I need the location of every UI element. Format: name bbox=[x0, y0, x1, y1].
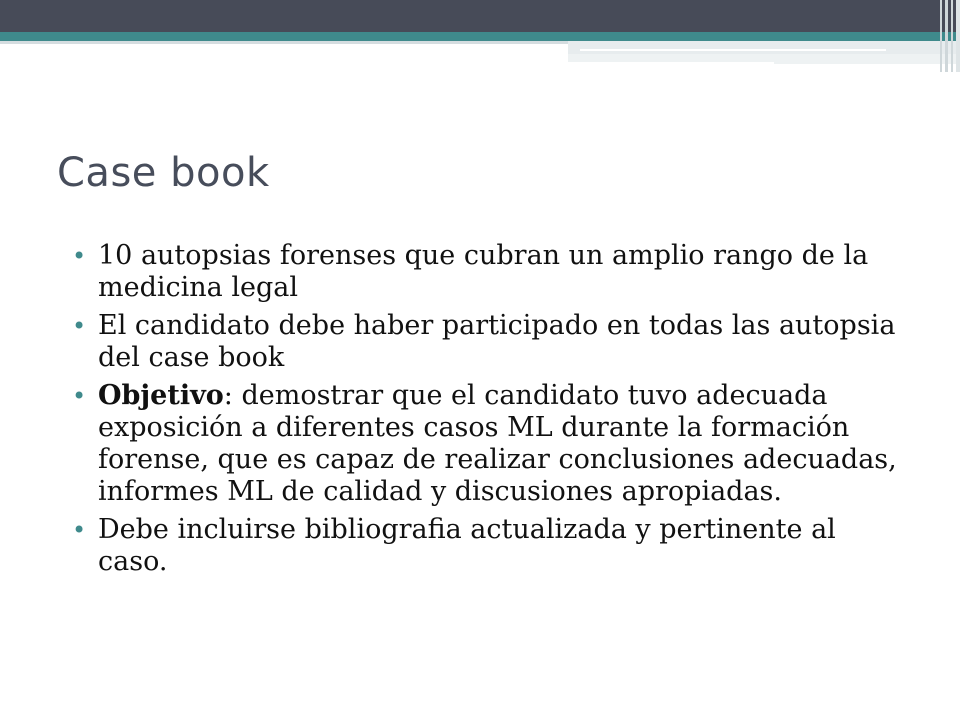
bullet-text: 10 autopsias forenses que cubran un amplio rango de la medicina legal bbox=[98, 240, 869, 303]
bullet-text: Debe incluirse bibliografia actualizada y pertinente al caso. bbox=[98, 514, 836, 577]
bullet-item bbox=[72, 514, 902, 578]
header-divider-line-lower bbox=[568, 62, 774, 64]
vertical-stripe bbox=[945, 0, 948, 72]
bullet-text: El candidato debe haber participado en todas las autopsia del case book bbox=[98, 310, 896, 373]
header-divider-line bbox=[580, 49, 886, 51]
header-band-step bbox=[568, 41, 960, 54]
bullet-item bbox=[72, 380, 902, 508]
vertical-stripe bbox=[951, 0, 953, 72]
bullet-icon: • bbox=[72, 382, 87, 410]
bullet-icon: • bbox=[72, 242, 87, 270]
bullet-icon: • bbox=[72, 312, 87, 340]
bullet-icon: • bbox=[72, 516, 87, 544]
header-band-dark bbox=[0, 0, 960, 32]
vertical-stripe bbox=[956, 0, 960, 72]
bullet-item bbox=[72, 240, 902, 304]
header-vertical-stripes bbox=[932, 0, 960, 72]
bullet-item bbox=[72, 310, 902, 374]
bullet-text: : demostrar que el candidato tuvo adecuada exposición a diferentes casos ML durante la formación forense, que es capaz de realizar conclusiones adecuadas, informes ML de calidad y discusiones apropiadas. bbox=[98, 380, 897, 507]
bullet-bold-label: Objetivo bbox=[98, 380, 224, 411]
bullet-list bbox=[72, 240, 902, 584]
slide-title: Case book bbox=[57, 150, 270, 196]
vertical-stripe bbox=[940, 0, 942, 72]
header-band-teal bbox=[0, 32, 960, 41]
